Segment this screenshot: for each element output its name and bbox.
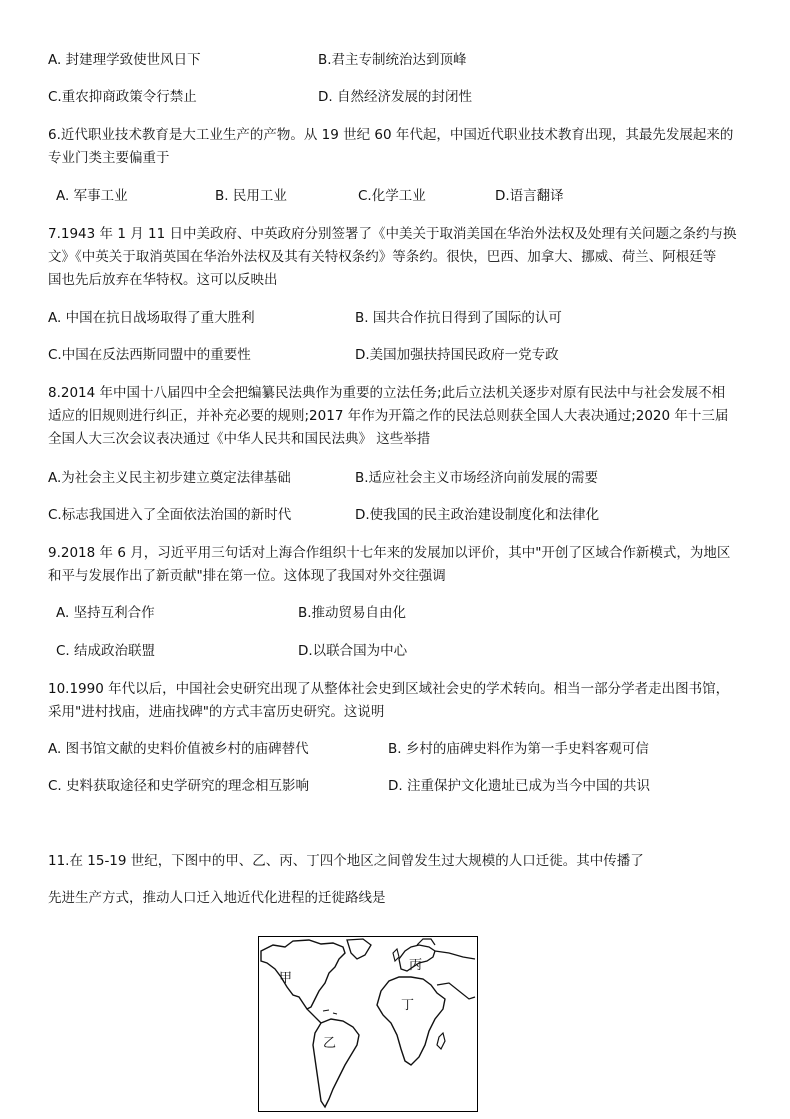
q8-stem-line2: 适应的旧规则进行纠正，并补充必要的规则;2017 年作为开篇之作的民法总则获全国人大表决通过;2020 年十三届	[48, 408, 729, 424]
q8-option-a: A.为社会主义民主初步建立奠定法律基础	[48, 470, 291, 486]
q7-stem-line3: 国也先后放弃在华特权。这可以反映出	[48, 272, 278, 288]
q7-stem-line1: 7.1943 年 1 月 11 日中美政府、中英政府分别签署了《中美关于取消美国在华治外法权及处理有关问题之条约与换	[48, 226, 737, 242]
q10-option-b: B. 乡村的庙碑史料作为第一手史料客观可信	[388, 741, 649, 757]
q8-option-c: C.标志我国进入了全面依法治国的新时代	[48, 507, 292, 523]
q10-stem-line1: 10.1990 年代以后，中国社会史研究出现了从整体社会史到区域社会史的学术转向。相当一部分学者走出图书馆，	[48, 681, 730, 697]
q8-stem-line1: 8.2014 年中国十八届四中全会把编纂民法典作为重要的立法任务;此后立法机关逐步对原有民法中与社会发展不相	[48, 385, 726, 401]
map-label-ding: 丁	[401, 998, 415, 1013]
q6-option-b: B. 民用工业	[215, 188, 287, 204]
q9-option-c: C. 结成政治联盟	[56, 643, 156, 659]
q10-option-c: C. 史料获取途径和史学研究的理念相互影响	[48, 778, 310, 794]
q7-option-c: C.中国在反法西斯同盟中的重要性	[48, 347, 251, 363]
q11-stem-line1: 11.在 15-19 世纪，下图中的甲、乙、丙、丁四个地区之间曾发生过大规模的人口迁徙。其中传播了	[48, 853, 644, 869]
q5-option-c: C.重农抑商政策令行禁止	[48, 89, 197, 105]
q9-option-b: B.推动贸易自由化	[298, 605, 407, 621]
q6-option-a: A. 军事工业	[56, 188, 128, 204]
q6-option-c: C.化学工业	[358, 188, 426, 204]
q10-stem-line2: 采用"进村找庙，进庙找碑"的方式丰富历史研究。这说明	[48, 704, 385, 720]
south-america-outline	[313, 1019, 359, 1107]
q10-option-a: A. 图书馆文献的史料价值被乡村的庙碑替代	[48, 741, 309, 757]
north-america-outline	[261, 940, 345, 1009]
madagascar-outline	[437, 1033, 445, 1049]
q7-stem-line2: 文》《中英关于取消英国在华治外法权及其有关特权条约》等条约。很快，巴西、加拿大、挪威、荷兰、阿根廷等	[48, 249, 717, 265]
world-map-figure	[258, 936, 478, 1112]
q10-option-d: D. 注重保护文化遗址已成为当今中国的共识	[388, 778, 650, 794]
africa-outline	[377, 977, 445, 1065]
q5-option-d: D. 自然经济发展的封闭性	[318, 89, 472, 105]
map-label-jia: 甲	[279, 971, 293, 986]
q7-option-d: D.美国加强扶持国民政府一党专政	[355, 347, 559, 363]
q8-option-d: D.使我国的民主政治建设制度化和法律化	[355, 507, 600, 523]
q8-stem-line3: 全国人大三次会议表决通过《中华人民共和国民法典》 这些举措	[48, 431, 431, 447]
q6-stem-line1: 6.近代职业技术教育是大工业生产的产物。从 19 世纪 60 年代起，中国近代职业技术教育出现，其最先发展起来的	[48, 127, 734, 143]
q6-option-d: D.语言翻译	[495, 188, 564, 204]
q11-stem-line2: 先进生产方式，推动人口迁入地近代化进程的迁徙路线是	[48, 890, 386, 906]
central-america-outline	[307, 1009, 321, 1023]
q9-stem-line2: 和平与发展作出了新贡献"排在第一位。这体现了我国对外交往强调	[48, 568, 446, 584]
asia-edge-outline	[435, 951, 475, 999]
q9-option-a: A. 坚持互利合作	[56, 605, 155, 621]
map-label-yi: 乙	[323, 1036, 337, 1051]
q9-option-d: D.以联合国为中心	[298, 643, 408, 659]
map-label-bing: 丙	[409, 958, 423, 973]
greenland-outline	[347, 939, 371, 959]
q5-option-a: A. 封建理学致使世风日下	[48, 52, 201, 68]
q6-stem-line2: 专业门类主要偏重于	[48, 150, 170, 166]
q9-stem-line1: 9.2018 年 6 月，习近平用三句话对上海合作组织十七年来的发展加以评价，其中"开创了区域合作新模式，为地区	[48, 545, 731, 561]
q8-option-b: B.适应社会主义市场经济向前发展的需要	[355, 470, 599, 486]
q7-option-a: A. 中国在抗日战场取得了重大胜利	[48, 310, 255, 326]
q7-option-b: B. 国共合作抗日得到了国际的认可	[355, 310, 562, 326]
caribbean-outline	[323, 1010, 337, 1014]
q5-option-b: B.君主专制统治达到顶峰	[318, 52, 467, 68]
scandinavia-outline	[417, 939, 435, 945]
britain-outline	[393, 949, 399, 961]
